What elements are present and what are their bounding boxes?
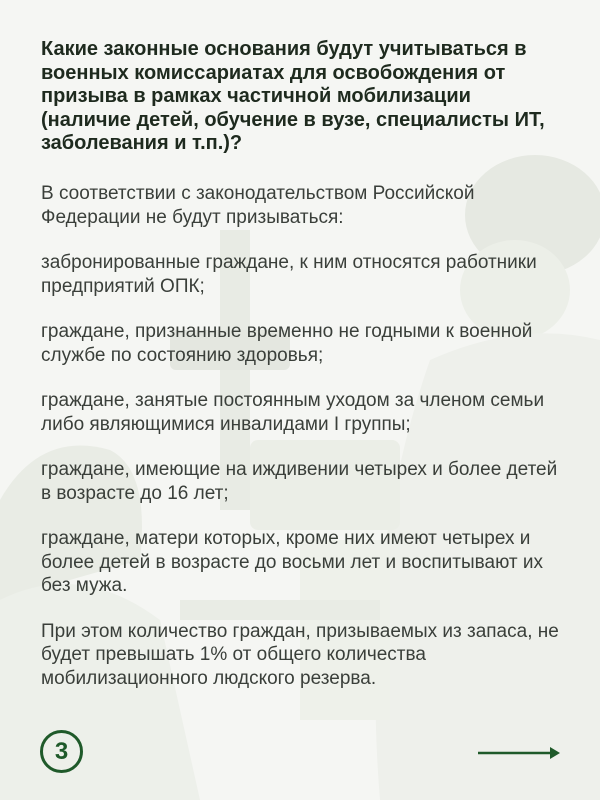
answer-body bbox=[41, 182, 561, 712]
arrow-right-icon[interactable] bbox=[478, 743, 560, 763]
list-item: граждане, матери которых, кроме них имеют четырех и более детей в возрасте до восьми лет и воспитывают их без мужа. bbox=[41, 528, 543, 596]
answer-intro: В соответствии с законодательством Российской Федерации не будут призываться: bbox=[41, 183, 475, 228]
list-item: забронированные граждане, к ним относятся работники предприятий ОПК; bbox=[41, 252, 537, 297]
page-number-badge: 3 bbox=[40, 730, 83, 773]
list-item: граждане, занятые постоянным уходом за членом семьи либо являющимися инвалидами I группы; bbox=[41, 390, 545, 435]
list-item: граждане, имеющие на иждивении четырех и более детей в возрасте до 16 лет; bbox=[41, 459, 558, 504]
list-item: граждане, признанные временно не годными к военной службе по состоянию здоровья; bbox=[41, 321, 533, 366]
question-heading: Какие законные основания будут учитываться в военных комиссариатах для освобождения от призыва в рамках частичной мобилизации (наличие детей, обучение в вузе, специалисты ИТ, заболевания и т.п.)? bbox=[41, 38, 545, 154]
closing-note: При этом количество граждан, призываемых из запаса, не будет превышать 1% от общего количества мобилизационного людского резерва. bbox=[41, 620, 559, 689]
